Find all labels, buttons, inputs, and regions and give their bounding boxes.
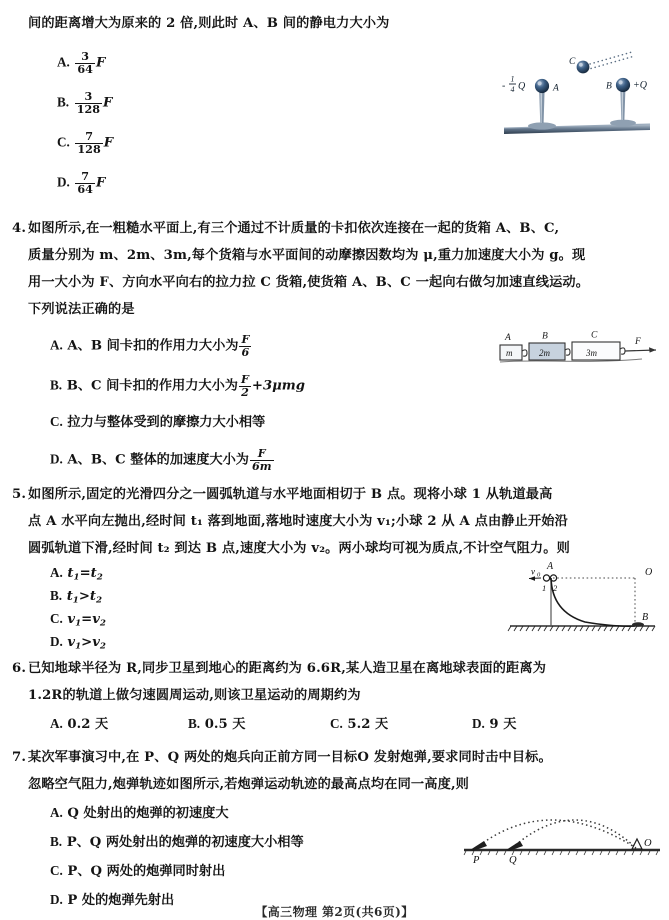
option-label: D.	[50, 634, 63, 649]
lhs-sub: 1	[75, 618, 82, 629]
page-footer: 【高三物理 第2页(共6页)】	[255, 905, 414, 919]
relation: =	[81, 612, 93, 627]
option-text: 5.2 天	[347, 717, 389, 732]
electrostatic-charges-figure	[482, 50, 667, 140]
relation: =	[79, 566, 91, 581]
rhs-sub: 2	[96, 572, 103, 583]
question-3-option-b	[57, 91, 112, 115]
option-label: A.	[57, 54, 70, 70]
projectile-trajectories-figure	[460, 798, 666, 868]
fraction: $\frac{3}{128}$	[76, 90, 100, 116]
svg-text:P: P	[473, 855, 480, 866]
question-4-line-3: 用一大小为 F、方向水平向右的拉力拉 C 货箱,使货箱 A、B、C 一起向右做匀加速直线运动。	[28, 275, 590, 290]
svg-text:v: v	[531, 566, 535, 577]
svg-text:B: B	[642, 612, 649, 623]
svg-text:C: C	[569, 57, 576, 67]
fraction: $\frac{7}{128}$	[77, 130, 101, 156]
option-label: A.	[50, 337, 63, 353]
svg-text:F: F	[635, 337, 641, 347]
option-suffix: F	[102, 95, 113, 111]
option-suffix: F	[95, 55, 106, 71]
quarter-circle-track-figure	[505, 556, 667, 638]
option-label: A.	[50, 565, 63, 580]
svg-text:0: 0	[537, 571, 541, 579]
rhs-sub: 2	[96, 595, 103, 606]
question-7-line-2: 忽略空气阻力,炮弹轨迹如图所示,若炮弹运动轨迹的最高点均在同一高度,则	[28, 777, 470, 792]
question-7-option-b	[50, 834, 304, 850]
option-text: 0.2 天	[67, 717, 109, 732]
option-label: B.	[50, 834, 63, 849]
option-label: C.	[50, 611, 63, 626]
fraction: $\frac{F}{6m}$	[251, 447, 272, 473]
fraction: $\frac{3}{64}$	[77, 50, 93, 76]
option-label: A.	[50, 716, 63, 731]
question-5-option-b	[50, 588, 102, 608]
rhs: t	[90, 566, 97, 581]
question-3-option-d	[57, 171, 105, 195]
question-4-option-c	[50, 414, 265, 430]
option-text: A、B、C 整体的加速度大小为	[67, 452, 249, 468]
option-text: Q 处射出的炮弹的初速度大	[67, 806, 229, 821]
question-4-line-2: 质量分别为 m、2m、3m,每个货箱与水平面间的动摩擦因数均为 μ,重力加速度大小为 g。现	[28, 248, 586, 263]
svg-text:1: 1	[510, 74, 515, 84]
option-label: C.	[50, 414, 63, 429]
lhs-sub: 1	[75, 641, 82, 652]
svg-text:B: B	[542, 331, 548, 342]
fraction: $\frac{F}{6}$	[241, 333, 250, 359]
option-label: B.	[50, 588, 63, 603]
option-label: C.	[57, 134, 70, 150]
lhs-sub: 1	[72, 595, 79, 606]
question-5-option-a	[50, 565, 103, 585]
option-label: D.	[50, 892, 63, 907]
relation: >	[81, 635, 93, 650]
option-suffix: +3μmg	[251, 378, 305, 394]
rhs-sub: 2	[99, 618, 106, 629]
fraction: $\frac{F}{2}$	[240, 373, 249, 399]
svg-text:-: -	[502, 80, 506, 92]
question-4-option-d	[50, 448, 275, 472]
rhs: t	[89, 589, 96, 604]
option-text: 拉力与整体受到的摩擦力大小相等	[67, 415, 266, 430]
option-label: B.	[188, 716, 201, 731]
svg-text:A: A	[547, 561, 554, 572]
option-label: D.	[50, 451, 63, 467]
option-label: C.	[330, 716, 343, 731]
question-6-option-a	[50, 716, 108, 732]
three-boxes-figure	[492, 328, 667, 370]
option-label: D.	[57, 174, 70, 190]
svg-text:4: 4	[510, 85, 515, 94]
question-3-option-c	[57, 131, 113, 155]
option-label: A.	[50, 805, 63, 820]
question-5-option-c	[50, 611, 106, 631]
svg-text:3m: 3m	[586, 348, 597, 358]
option-text: P、Q 两处射出的炮弹的初速度大小相等	[66, 835, 304, 850]
question-5-line-3: 圆弧轨道下滑,经时间 t₂ 到达 B 点,速度大小为 v₂。两小球均可视为质点,不计空气阻力。则	[28, 541, 570, 556]
rhs-sub: 2	[99, 641, 106, 652]
question-4-line-4: 下列说法正确的是	[28, 302, 135, 317]
option-suffix: F	[95, 175, 106, 191]
rhs: v	[92, 612, 100, 627]
fraction: $\frac{7}{64}$	[77, 170, 93, 196]
question-7-option-c	[50, 863, 225, 879]
svg-text:2m: 2m	[539, 348, 550, 358]
question-4-option-a	[50, 334, 252, 358]
option-label: B.	[57, 94, 70, 110]
rhs: v	[92, 635, 100, 650]
svg-text:B: B	[606, 81, 612, 92]
svg-text:+Q: +Q	[633, 80, 647, 91]
svg-text:A: A	[505, 333, 511, 343]
svg-text:2: 2	[553, 583, 558, 593]
question-5-option-d	[50, 634, 106, 654]
option-label: B.	[50, 377, 63, 393]
svg-text:O: O	[645, 567, 653, 578]
lhs: t	[67, 566, 74, 581]
svg-text:A: A	[553, 83, 559, 94]
svg-text:C: C	[591, 330, 598, 341]
lhs: v	[67, 635, 76, 650]
option-text: B、C 间卡扣的作用力大小为	[66, 378, 238, 394]
option-suffix: F	[103, 135, 114, 151]
option-label: D.	[472, 716, 485, 731]
lhs-sub: 1	[73, 572, 80, 583]
relation: >	[78, 589, 90, 604]
svg-text:1: 1	[542, 583, 547, 593]
lhs: t	[66, 589, 73, 604]
question-4-line-1: 如图所示,在一粗糙水平面上,有三个通过不计质量的卡扣依次连接在一起的货箱 A、B、C,	[28, 221, 560, 236]
question-4-number: 4.	[12, 221, 27, 236]
option-label: C.	[50, 863, 63, 878]
question-3-option-a	[57, 51, 105, 75]
svg-text:Q: Q	[518, 81, 526, 92]
question-6-option-c	[330, 716, 388, 732]
question-5-number: 5.	[12, 487, 27, 502]
lhs: v	[67, 612, 76, 627]
question-5-line-2: 点 A 水平向左抛出,经时间 t₁ 落到地面,落地时速度大小为 v₁;小球 2 从 A 点由静止开始沿	[28, 514, 568, 529]
option-text: P 处的炮弹先射出	[67, 893, 175, 908]
question-6-line-1: 已知地球半径为 R,同步卫星到地心的距离约为 6.6R,某人造卫星在离地球表面的距离为	[28, 661, 547, 676]
svg-text:m: m	[506, 348, 513, 358]
svg-text:O: O	[644, 838, 652, 849]
question-6-line-2: 1.2R的轨道上做匀速圆周运动,则该卫星运动的周期约为	[28, 688, 361, 703]
question-6-option-d	[472, 716, 516, 732]
option-text: 9 天	[489, 717, 517, 732]
question-7-line-1: 某次军事演习中,在 P、Q 两处的炮兵向正前方同一目标O 发射炮弹,要求同时击中目标。	[28, 750, 552, 765]
question-7-number: 7.	[12, 750, 27, 765]
question-7-option-a	[50, 805, 229, 821]
question-6-option-b	[188, 716, 245, 732]
question-5-line-1: 如图所示,固定的光滑四分之一圆弧轨道与水平地面相切于 B 点。现将小球 1 从轨道最高	[28, 487, 553, 502]
svg-text:Q: Q	[509, 855, 517, 866]
question-4-option-b	[50, 374, 305, 398]
option-text: 0.5 天	[204, 717, 246, 732]
option-text: A、B 间卡扣的作用力大小为	[67, 338, 239, 354]
question-6-number: 6.	[12, 661, 27, 676]
option-text: P、Q 两处的炮弹同时射出	[67, 864, 226, 879]
question-3-stem: 间的距离增大为原来的 2 倍,则此时 A、B 间的静电力大小为	[28, 16, 390, 31]
